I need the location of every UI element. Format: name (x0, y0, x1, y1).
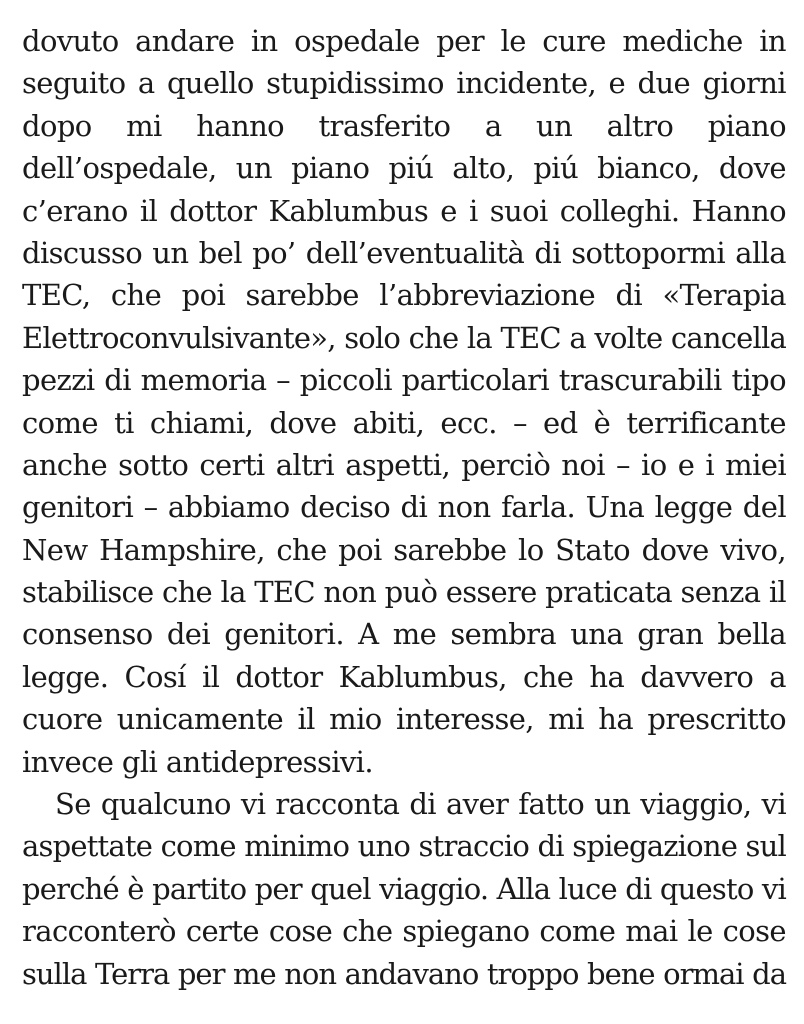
text-line: sulla Terra per me non andavano troppo bene ormai da (22, 956, 786, 991)
paragraph-1 (22, 20, 786, 783)
book-page (22, 20, 786, 995)
text-line: come ti chiami, dove abiti, ecc. – ed è terrificante (22, 405, 786, 440)
text-line: perché è partito per quel viaggio. Alla luce di questo vi (22, 871, 786, 906)
text-line: Elettroconvulsivante», solo che la TEC a volte cancella (22, 320, 786, 355)
text-line: TEC, che poi sarebbe l’abbreviazione di «Terapia (22, 278, 786, 313)
text-line: discusso un bel po’ dell’eventualità di sottopormi alla (22, 235, 786, 270)
text-line: legge. Cosí il dottor Kablumbus, che ha davvero a (22, 659, 786, 694)
text-line: c’erano il dottor Kablumbus e i suoi colleghi. Hanno (22, 193, 786, 228)
text-line: stabilisce che la TEC non può essere praticata senza il (22, 575, 786, 610)
text-line: consenso dei genitori. A me sembra una gran bella (22, 617, 786, 652)
text-line: aspettate come minimo uno straccio di spiegazione sul (22, 829, 786, 864)
text-line: pezzi di memoria – piccoli particolari trascurabili tipo (22, 363, 786, 398)
text-line: Se qualcuno vi racconta di aver fatto un viaggio, vi (55, 787, 786, 822)
text-line: dovuto andare in ospedale per le cure mediche in (22, 24, 786, 58)
text-line: cuore unicamente il mio interesse, mi ha prescritto (22, 702, 786, 737)
text-line: New Hampshire, che poi sarebbe lo Stato dove vivo, (22, 532, 786, 567)
text-line: invece gli antidepressivi. (22, 744, 373, 779)
paragraph-2 (22, 783, 786, 995)
text-line: dopo mi hanno trasferito a un altro piano (22, 108, 786, 143)
text-line: genitori – abbiamo deciso di non farla. Una legge del (22, 490, 786, 525)
text-line: anche sotto certi altri aspetti, perciò noi – io e i miei (22, 447, 786, 482)
text-line: seguito a quello stupidissimo incidente, e due giorni (22, 66, 786, 101)
text-line: dell’ospedale, un piano piú alto, piú bianco, dove (22, 151, 786, 186)
text-line: racconterò certe cose che spiegano come mai le cose (22, 914, 786, 949)
